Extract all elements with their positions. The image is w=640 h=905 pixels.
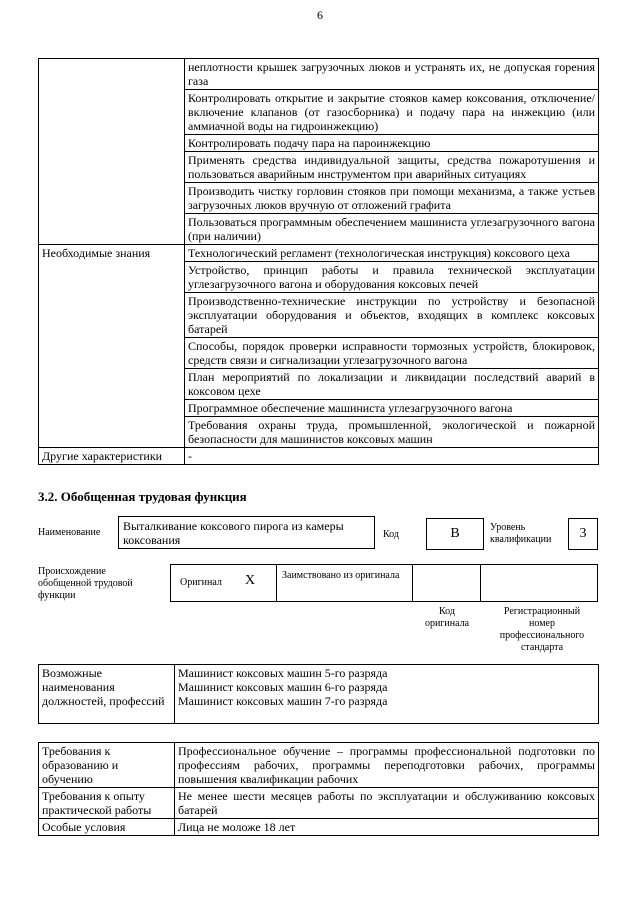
level-label: Уровень квалификации xyxy=(490,522,552,545)
requirement-label: Требования к опыту практической работы xyxy=(39,788,175,819)
table-cell: Контролировать открытие и закрытие стояков камер коксования, отключение/включение клапанов (от газосборника) и подачу пара на инжекцию (или аммиачной воды на гидроинжекцию) xyxy=(185,90,599,135)
requirement-text: Лица не моложе 18 лет xyxy=(175,819,599,836)
list-item: Машинист коксовых машин 5-го разряда xyxy=(178,666,388,680)
requirement-text: Не менее шести месяцев работы по эксплуатации и обслуживанию коксовых батарей xyxy=(175,788,599,819)
positions-table xyxy=(38,664,599,724)
table-row xyxy=(39,245,599,262)
table-cell: Контролировать подачу пара на пароинжекцию xyxy=(185,135,599,152)
table-cell: Устройство, принцип работы и правила технической эксплуатации углезагрузочного вагона и оборудования коксовых печей xyxy=(185,262,599,293)
table-cell-label xyxy=(39,59,185,245)
table-row xyxy=(39,819,599,836)
knowledge-label: Необходимые знания xyxy=(39,245,185,448)
reg-caption: Регистрационный номер профессионального стандарта xyxy=(499,606,585,653)
positions-list xyxy=(175,665,599,724)
code-label: Код xyxy=(383,529,399,540)
requirement-label: Требования к образованию и обучению xyxy=(39,743,175,788)
table-cell: Программное обеспечение машиниста углезагрузочного вагона xyxy=(185,400,599,417)
requirements-table xyxy=(38,742,599,836)
table-row xyxy=(39,448,599,465)
table-cell: План мероприятий по локализации и ликвидации последствий аварий в коксовом цехе xyxy=(185,369,599,400)
table-cell: неплотности крышек загрузочных люков и устранять их, не допуская горения газа xyxy=(185,59,599,90)
other-label: Другие характеристики xyxy=(39,448,185,465)
table-cell: Производственно-технические инструкции по устройству и безопасной эксплуатации оборудования и объектов, входящих в комплекс коксовых батарей xyxy=(185,293,599,338)
borrowed-label: Заимствовано из оригинала xyxy=(282,570,400,581)
divider xyxy=(412,564,413,602)
table-cell: Требования охраны труда, промышленной, экологической и пожарной безопасности для машинистов коксовых машин xyxy=(185,417,599,448)
table-row xyxy=(39,665,599,724)
divider xyxy=(276,564,277,602)
table-row xyxy=(39,743,599,788)
table-cell: Пользоваться программным обеспечением машиниста углезагрузочного вагона (при наличии) xyxy=(185,214,599,245)
code-value: B xyxy=(426,518,484,550)
origin-label: Происхождение обобщенной трудовой функции xyxy=(38,566,133,601)
page-number: 6 xyxy=(317,8,323,22)
positions-label: Возможные наименования должностей, профессий xyxy=(39,665,175,724)
list-item: Машинист коксовых машин 7-го разряда xyxy=(178,694,388,708)
divider xyxy=(480,564,481,602)
section-title: 3.2. Обобщенная трудовая функция xyxy=(38,489,247,504)
requirement-text: Профессиональное обучение – программы профессиональной подготовки по профессиям рабочих, программы переподготовки рабочих, программы повышения квалификации рабочих xyxy=(175,743,599,788)
table-row xyxy=(39,788,599,819)
table-cell: Способы, порядок проверки исправности тормозных устройств, блокировок, средств связи и сигнализации углезагрузочного вагона xyxy=(185,338,599,369)
level-value: 3 xyxy=(568,518,598,550)
original-label: Оригинал xyxy=(180,577,222,588)
skills-table xyxy=(38,58,599,465)
name-label: Наименование xyxy=(38,527,101,538)
table-cell: Технологический регламент (технологическая инструкция) коксового цеха xyxy=(185,245,599,262)
requirement-label: Особые условия xyxy=(39,819,175,836)
table-cell: Применять средства индивидуальной защиты, средства пожаротушения и пользоваться аварийным инструментом при аварийных ситуациях xyxy=(185,152,599,183)
code-caption: Код оригинала xyxy=(424,606,470,629)
other-value: - xyxy=(185,448,599,465)
original-mark: X xyxy=(245,573,256,588)
table-cell: Производить чистку горловин стояков при помощи механизма, а также устьев загрузочных люков вручную от отложений графита xyxy=(185,183,599,214)
name-value: Выталкивание коксового пирога из камеры коксования xyxy=(118,516,375,549)
list-item: Машинист коксовых машин 6-го разряда xyxy=(178,680,388,694)
table-row xyxy=(39,59,599,90)
